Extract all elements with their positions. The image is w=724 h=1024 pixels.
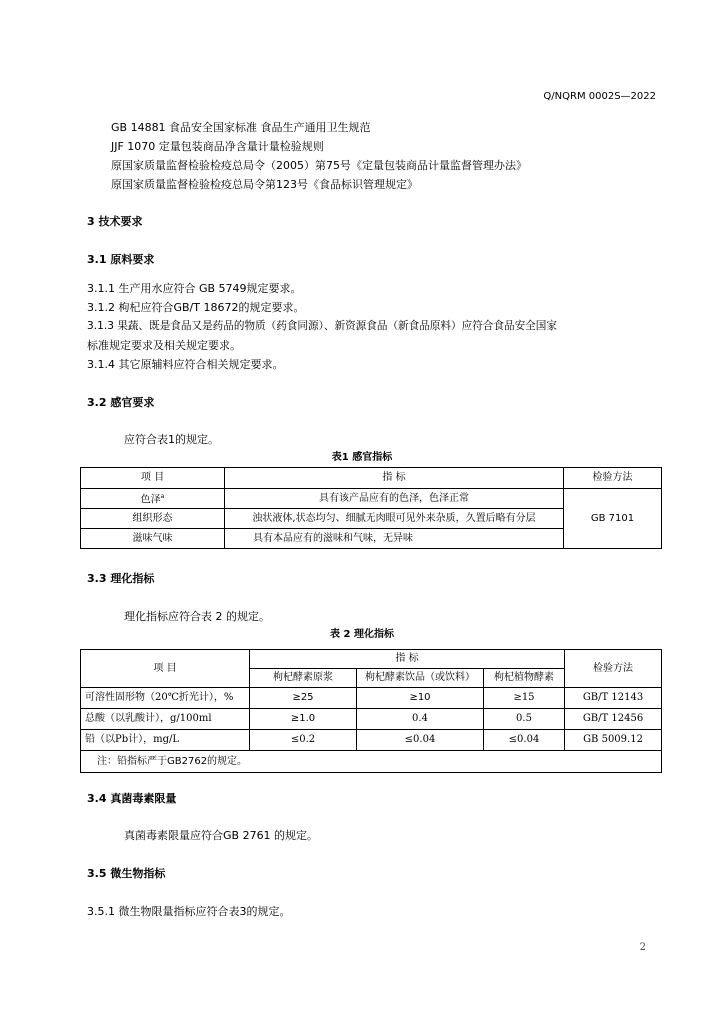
section-3-2-heading: 3.2 感官要求 bbox=[87, 396, 155, 409]
ref-item: GB 14881 食品安全国家标准 食品生产通用卫生规范 bbox=[111, 121, 371, 134]
row-v1: ≥1.0 bbox=[250, 709, 357, 730]
physchem-intro: 理化指标应符合表 2 的规定。 bbox=[124, 610, 270, 623]
footnote-mark: a bbox=[160, 492, 165, 500]
clause-3-1-2: 3.1.2 枸杞应符合GB/T 18672的规定要求。 bbox=[87, 301, 305, 314]
ref-item: 原国家质量监督检验检疫总局令第123号《食品标识管理规定》 bbox=[111, 178, 418, 191]
row-item: 滋味气味 bbox=[81, 529, 225, 549]
row-v2: ≤0.04 bbox=[357, 730, 484, 751]
sensory-intro: 应符合表1的规定。 bbox=[124, 433, 219, 446]
table-note: 注：铅指标严于GB2762的规定。 bbox=[81, 751, 662, 773]
row-item: 铅（以Pb计），mg/L bbox=[81, 730, 250, 751]
row-spec: 具有本品应有的滋味和气味，无异味 bbox=[225, 529, 564, 549]
col-header-method: 检验方法 bbox=[565, 650, 662, 688]
method-cell: GB 7101 bbox=[564, 489, 662, 549]
section-3-4-heading: 3.4 真菌毒素限量 bbox=[87, 792, 177, 805]
section-3-3-heading: 3.3 理化指标 bbox=[87, 572, 155, 585]
col-header-item: 项 目 bbox=[81, 468, 225, 489]
section-3-heading: 3 技术要求 bbox=[87, 215, 143, 228]
clause-3-1-4: 3.1.4 其它原辅料应符合相关规定要求。 bbox=[87, 358, 284, 371]
table-row bbox=[81, 489, 662, 509]
clause-3-5-1: 3.5.1 微生物限量指标应符合表3的规定。 bbox=[87, 905, 291, 918]
table-2-title: 表 2 理化指标 bbox=[330, 629, 394, 640]
subheader-raw-pulp: 枸杞酵素原浆 bbox=[250, 669, 357, 688]
row-item bbox=[81, 489, 225, 509]
row-item: 总酸（以乳酸计），g/100ml bbox=[81, 709, 250, 730]
col-header-spec: 指 标 bbox=[225, 468, 564, 489]
clause-3-1-1: 3.1.1 生产用水应符合 GB 5749规定要求。 bbox=[87, 282, 302, 295]
doc-code-header: Q/NQRM 0002S—2022 bbox=[543, 91, 656, 102]
table-row bbox=[81, 709, 662, 730]
row-v3: ≤0.04 bbox=[484, 730, 565, 751]
row-v1: ≤0.2 bbox=[250, 730, 357, 751]
row-item: 可溶性固形物（20℃折光计），% bbox=[81, 688, 250, 709]
table-1-title: 表1 感官指标 bbox=[331, 452, 393, 463]
section-3-1-heading: 3.1 原料要求 bbox=[87, 253, 155, 266]
row-v3: ≥15 bbox=[484, 688, 565, 709]
table-note-row bbox=[81, 751, 662, 773]
ref-item: 原国家质量监督检验检疫总局令（2005）第75号《定量包装商品计量监督管理办法》 bbox=[111, 159, 527, 172]
col-header-item: 项 目 bbox=[81, 650, 250, 688]
row-spec: 浊状液体,状态均匀、细腻无肉眼可见外来杂质，久置后略有分层 bbox=[225, 509, 564, 529]
col-header-method: 检验方法 bbox=[564, 468, 662, 489]
subheader-beverage: 枸杞酵素饮品（或饮料） bbox=[357, 669, 484, 688]
mycotoxin-text: 真菌毒素限量应符合GB 2761 的规定。 bbox=[124, 829, 319, 842]
row-item: 组织形态 bbox=[81, 509, 225, 529]
row-method: GB/T 12456 bbox=[565, 709, 662, 730]
row-method: GB 5009.12 bbox=[565, 730, 662, 751]
row-spec: 具有该产品应有的色泽，色泽正常 bbox=[225, 489, 564, 509]
section-3-5-heading: 3.5 微生物指标 bbox=[87, 867, 166, 880]
ref-item: JJF 1070 定量包装商品净含量计量检验规则 bbox=[111, 140, 324, 153]
row-method: GB/T 12143 bbox=[565, 688, 662, 709]
row-v1: ≥25 bbox=[250, 688, 357, 709]
col-header-index: 指 标 bbox=[250, 650, 565, 669]
table-header-row bbox=[81, 468, 662, 489]
row-v3: 0.5 bbox=[484, 709, 565, 730]
page-number: 2 bbox=[639, 942, 646, 953]
clause-3-1-3: 3.1.3 果蔬、既是食品又是药品的物质（药食同源）、新资源食品（新食品原料）应符合食品安全国家 bbox=[87, 320, 557, 332]
sensory-table bbox=[80, 467, 662, 549]
table-header-row bbox=[81, 650, 662, 669]
clause-3-1-3-cont: 标准规定要求及相关规定要求。 bbox=[87, 339, 241, 352]
table-row bbox=[81, 730, 662, 751]
row-v2: 0.4 bbox=[357, 709, 484, 730]
row-v2: ≥10 bbox=[357, 688, 484, 709]
subheader-plant-enzyme: 枸杞植物酵素 bbox=[484, 669, 565, 688]
row-item-text: 色泽 bbox=[140, 494, 161, 506]
table-row bbox=[81, 688, 662, 709]
physchem-table bbox=[80, 649, 662, 773]
